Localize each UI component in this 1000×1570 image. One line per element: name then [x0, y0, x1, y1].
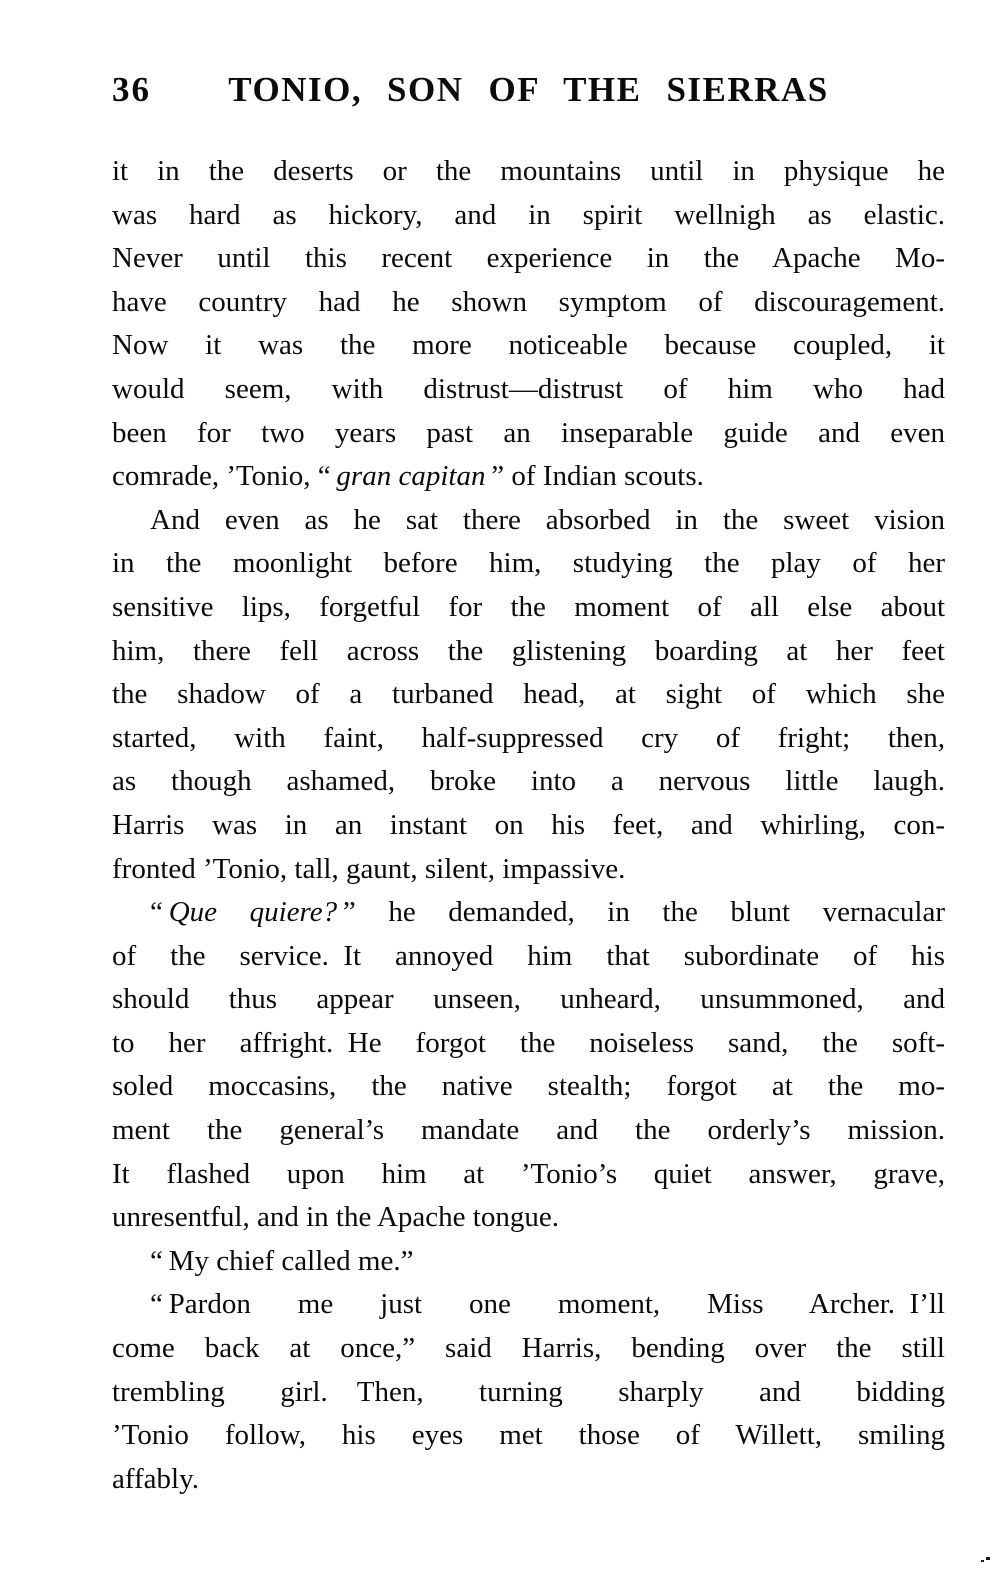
- text-segment: of the service. It annoyed him that subordinate of his: [112, 939, 945, 972]
- text-line: [112, 412, 945, 456]
- text-segment: started, with faint, half-suppressed cry of fright; then,: [112, 721, 945, 754]
- italic-text: Que quiere?: [168, 896, 338, 929]
- body-text: [112, 150, 945, 1501]
- text-line: [112, 1283, 945, 1327]
- text-segment: “: [150, 896, 169, 929]
- text-line: [112, 804, 945, 848]
- text-segment: ” of Indian scouts.: [485, 460, 704, 493]
- text-segment: soled moccasins, the native stealth; forgot at the mo-: [112, 1070, 945, 1103]
- running-title: TONIO, SON OF THE SIERRAS: [228, 70, 829, 109]
- text-segment: it in the deserts or the mountains until in physique he: [112, 155, 945, 187]
- scan-artifact: [986, 1557, 990, 1560]
- text-line: [112, 1109, 945, 1153]
- text-segment: sensitive lips, forgetful for the moment of all else about: [112, 590, 945, 623]
- text-line: [112, 368, 945, 412]
- text-segment: affably.: [112, 1462, 199, 1495]
- text-segment: in the moonlight before him, studying the play of her: [112, 547, 945, 580]
- text-segment: ment the general’s mandate and the orderly’s mission.: [112, 1114, 945, 1147]
- text-segment: ” he demanded, in the blunt vernacular: [337, 896, 945, 929]
- text-line: [112, 1196, 945, 1240]
- text-segment: trembling girl. Then, turning sharply and bidding: [112, 1375, 945, 1408]
- text-line: [112, 891, 945, 935]
- text-segment: It flashed upon him at ’Tonio’s quiet answer, grave,: [112, 1157, 945, 1190]
- text-line: [112, 281, 945, 325]
- text-line: [112, 455, 945, 499]
- text-line: [112, 1240, 945, 1284]
- text-line: [112, 542, 945, 586]
- italic-text: gran capitan: [336, 460, 486, 493]
- text-line: [112, 586, 945, 630]
- text-segment: unresentful, and in the Apache tongue.: [112, 1201, 559, 1234]
- text-segment: come back at once,” said Harris, bending over the still: [112, 1332, 945, 1365]
- text-segment: would seem, with distrust—distrust of him who had: [112, 372, 945, 405]
- text-line: [112, 194, 945, 238]
- text-segment: ’Tonio follow, his eyes met those of Willett, smiling: [112, 1419, 945, 1452]
- text-segment: Now it was the more noticeable because coupled, it: [112, 329, 945, 362]
- text-segment: comrade, ’Tonio, “: [112, 460, 337, 493]
- text-line: [112, 673, 945, 717]
- text-line: [112, 1022, 945, 1066]
- text-line: [112, 1458, 945, 1502]
- text-line: [112, 717, 945, 761]
- text-segment: Harris was in an instant on his feet, and whirling, con-: [112, 808, 945, 841]
- text-segment: should thus appear unseen, unheard, unsummoned, and: [112, 983, 945, 1016]
- text-line: [112, 760, 945, 804]
- text-segment: as though ashamed, broke into a nervous little laugh.: [112, 765, 945, 798]
- text-line: [112, 1153, 945, 1197]
- text-line: [112, 499, 945, 543]
- text-segment: him, there fell across the glistening boarding at her feet: [112, 634, 945, 667]
- text-line: [112, 935, 945, 979]
- text-segment: Never until this recent experience in the Apache Mo-: [112, 242, 945, 275]
- text-line: [112, 1327, 945, 1371]
- text-segment: And even as he sat there absorbed in the sweet vision: [150, 503, 945, 536]
- text-segment: have country had he shown symptom of discouragement.: [112, 285, 945, 318]
- text-segment: “ Pardon me just one moment, Miss Archer. I’ll: [150, 1288, 945, 1321]
- text-line: [112, 1371, 945, 1415]
- text-segment: been for two years past an inseparable guide and even: [112, 416, 945, 449]
- text-line: [112, 150, 945, 194]
- text-line: [112, 978, 945, 1022]
- text-line: [112, 630, 945, 674]
- text-line: [112, 237, 945, 281]
- text-line: [112, 324, 945, 368]
- text-segment: to her affright. He forgot the noiseless sand, the soft-: [112, 1026, 945, 1059]
- text-segment: the shadow of a turbaned head, at sight of which she: [112, 678, 945, 711]
- text-segment: fronted ’Tonio, tall, gaunt, silent, impassive.: [112, 852, 626, 885]
- page-header: [112, 70, 945, 112]
- text-segment: was hard as hickory, and in spirit wellnigh as elastic.: [112, 198, 945, 231]
- text-line: [112, 1414, 945, 1458]
- scan-artifact: [981, 1560, 984, 1562]
- text-segment: “ My chief called me.”: [150, 1244, 414, 1277]
- page-number: 36: [112, 70, 151, 109]
- text-line: [112, 1065, 945, 1109]
- text-line: [112, 848, 945, 892]
